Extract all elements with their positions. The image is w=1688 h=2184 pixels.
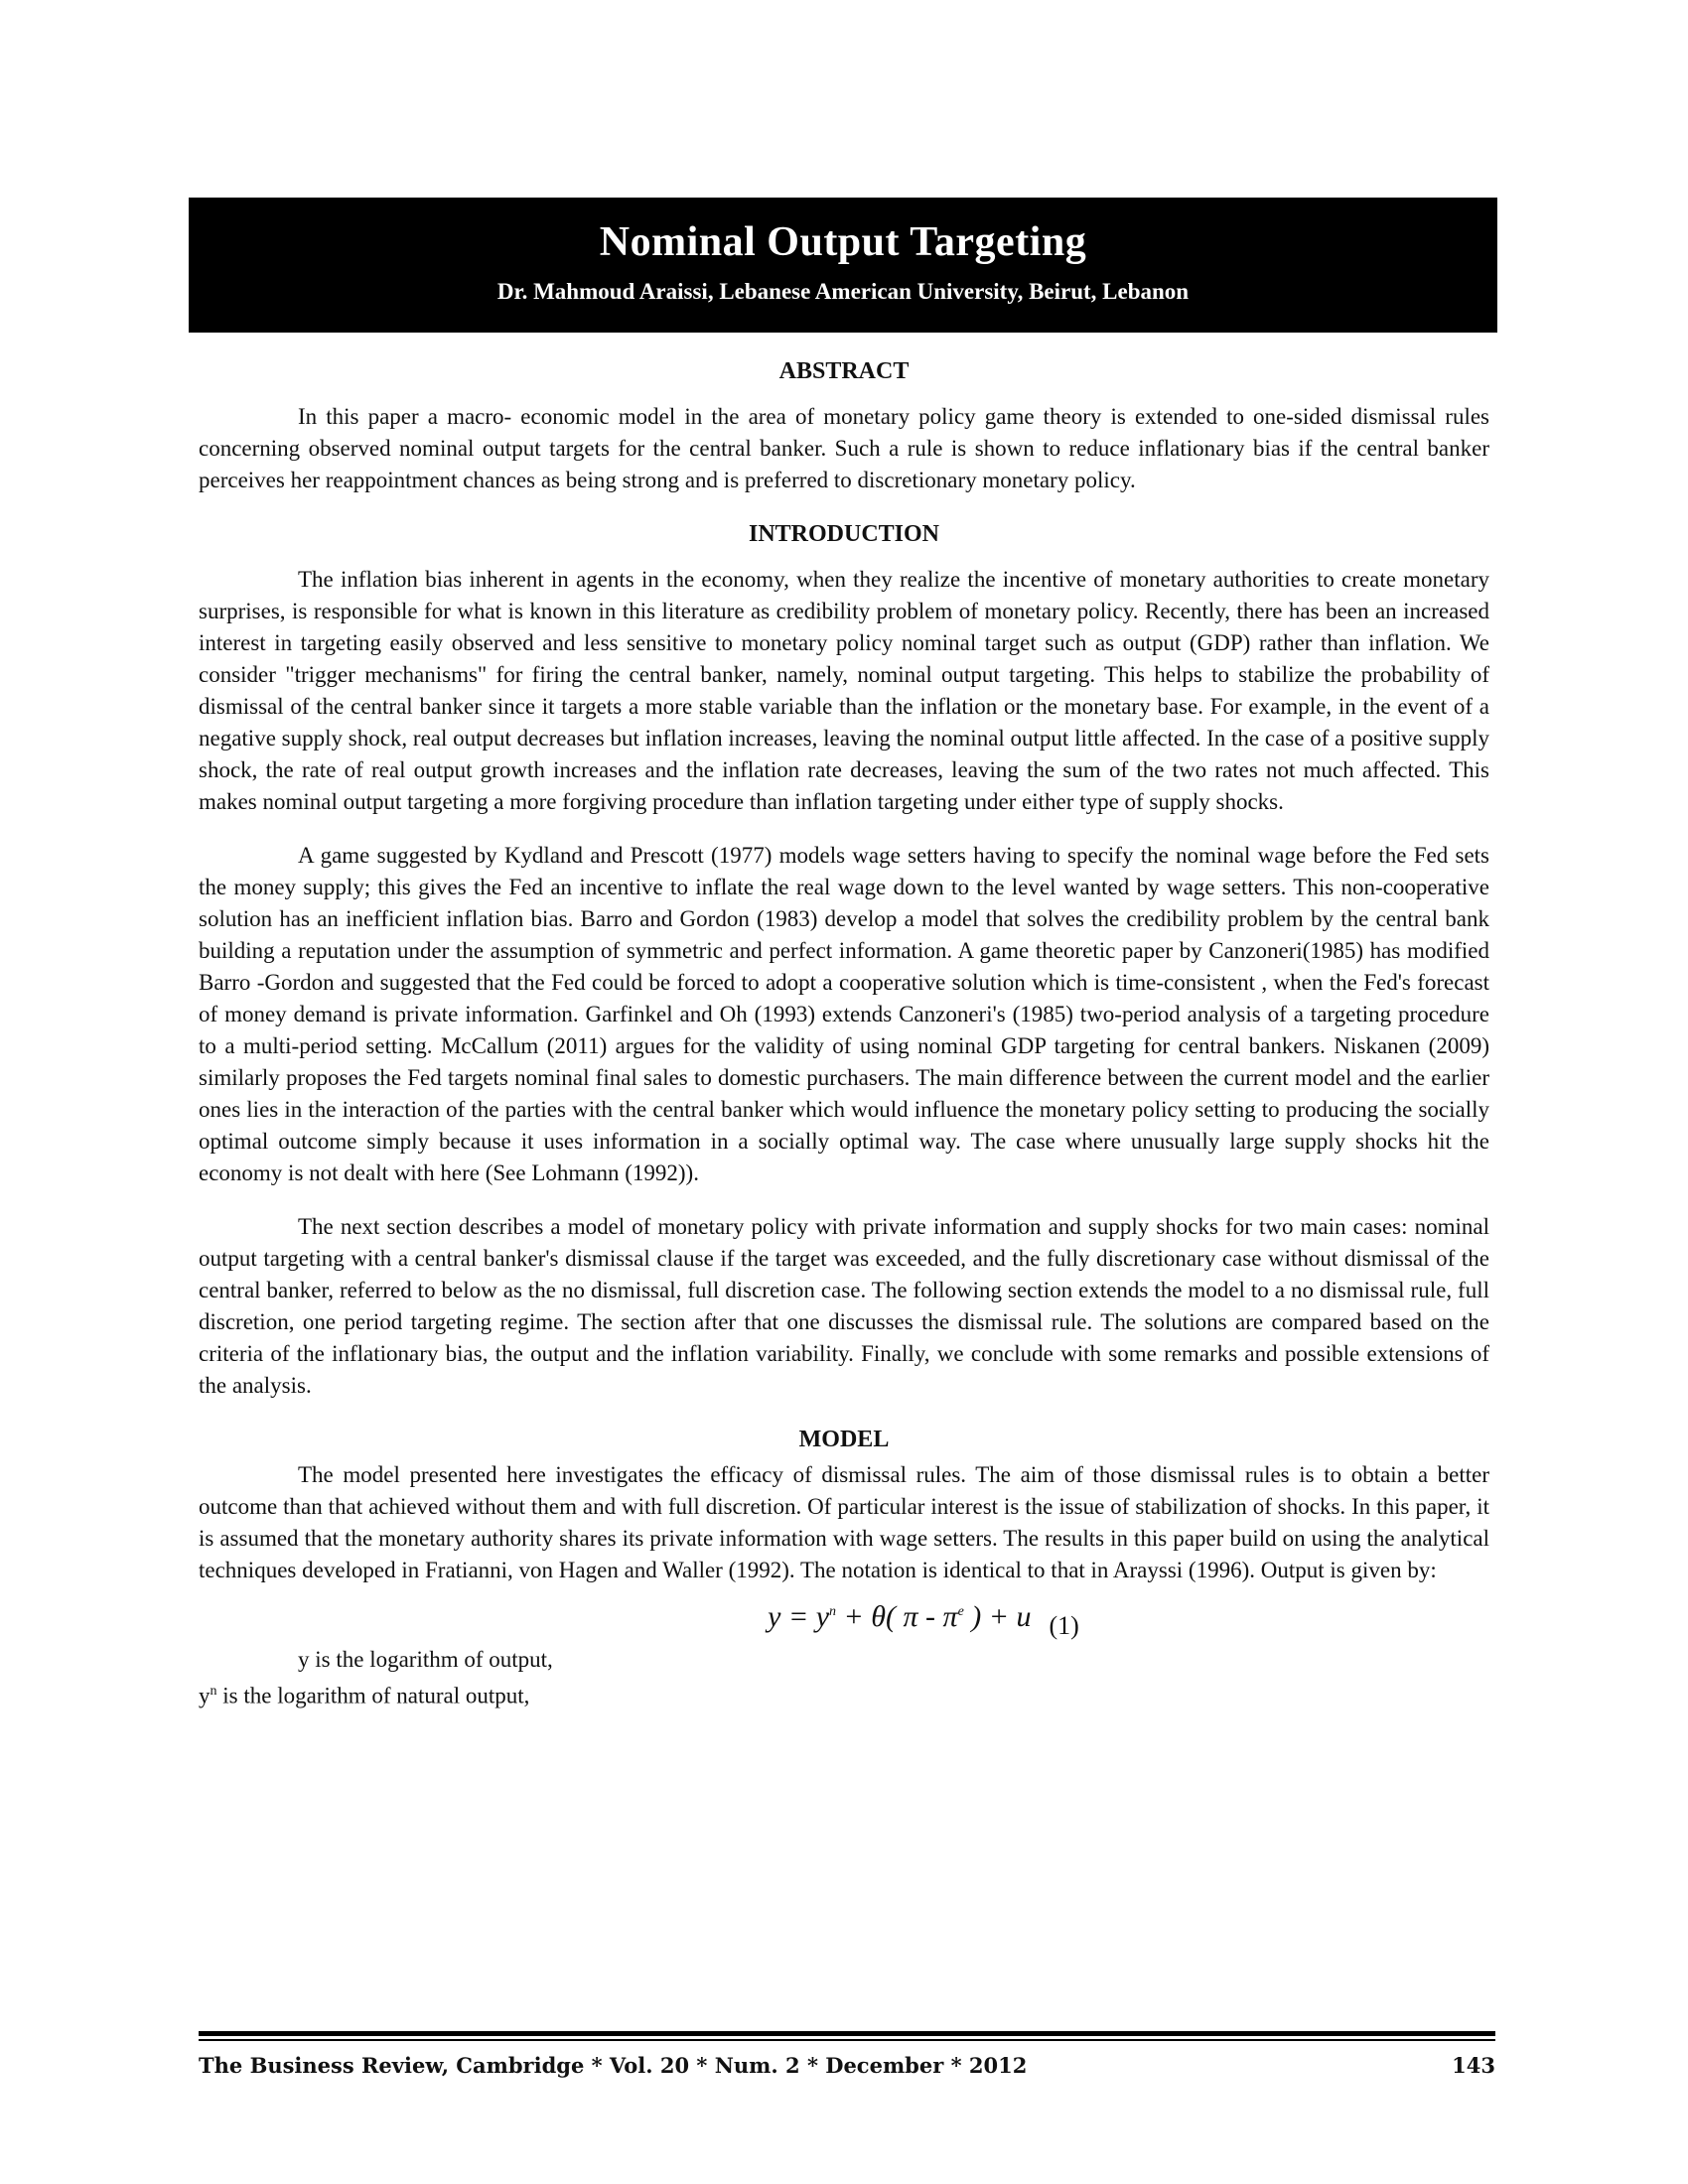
intro-paragraph-3: The next section describes a model of monetary policy with private information and supply shocks for two main cases: nominal output targeting with a central banker's dismissal clause if the target was exceeded, and the fully discretionary case without dismissal of the central banker, referred to below as the no dismissal, full discretion case. The following section extends the model to a no dismissal rule, full discretion, one period targeting regime. The section after that one discusses the dismissal rule. The solutions are compared based on the criteria of the inflationary bias, the output and the inflation variability. Finally, we conclude with some remarks and possible extensions of the analysis. bbox=[199, 1214, 1489, 1398]
paper-title: Nominal Output Targeting bbox=[599, 219, 1087, 265]
equation-rhs: ) + u bbox=[963, 1600, 1032, 1633]
definition-yn-base: y bbox=[199, 1683, 211, 1708]
footer-divider bbox=[199, 2031, 1495, 2041]
page-footer bbox=[199, 2051, 1495, 2081]
variable-definitions bbox=[199, 1644, 1489, 1712]
intro-paragraph-1: The inflation bias inherent in agents in the economy, when they realize the incentive of monetary authorities to create monetary surprises, is responsible for what is known in this literature as credibility problem of monetary policy. Recently, there has been an increased interest in targeting easily observed and less sensitive to monetary policy nominal target such as output (GDP) rather than inflation. We consider "trigger mechanisms" for firing the central banker, namely, nominal output targeting. This helps to stabilize the probability of dismissal of the central banker since it targets a more stable variable than the inflation or the monetary base. For example, in the event of a negative supply shock, real output decreases but inflation increases, leaving the nominal output little affected. In the case of a positive supply shock, the rate of real output growth increases and the inflation rate decreases, leaving the sum of the two rates not much affected. This makes nominal output targeting a more forgiving procedure than inflation targeting under either type of supply shocks. bbox=[199, 567, 1489, 814]
title-banner bbox=[189, 198, 1497, 333]
definition-yn bbox=[199, 1676, 1489, 1712]
intro-paragraph-2: A game suggested by Kydland and Prescott (1977) models wage setters having to specify the nominal wage before the Fed sets the money supply; this gives the Fed an incentive to inflate the real wage down to the level wanted by wage setters. This non-cooperative solution has an inefficient inflation bias. Barro and Gordon (1983) develop a model that solves the credibility problem by the central bank building a reputation under the assumption of symmetric and perfect information. A game theoretic paper by Canzoneri(1985) has modified Barro -Gordon and suggested that the Fed could be forced to adopt a cooperative solution which is time-consistent , when the Fed's forecast of money demand is private information. Garfinkel and Oh (1993) extends Canzoneri's (1985) two-period analysis of a targeting procedure to a multi-period setting. McCallum (2011) argues for the validity of using nominal GDP targeting for central bankers. Niskanen (2009) similarly proposes the Fed targets nominal final sales to domestic purchasers. The main difference between the current model and the earlier ones lies in the interaction of the parties with the central banker which would influence the monetary policy setting to producing the socially optimal outcome simply because it uses information in a socially optimal way. The case where unusually large supply shocks hit the economy is not dealt with here (See Lohmann (1992)). bbox=[199, 843, 1489, 1185]
equation-mid: + θ( π - π bbox=[836, 1600, 958, 1633]
definition-yn-sup: n bbox=[210, 1684, 217, 1699]
equation-1 bbox=[199, 1592, 1489, 1638]
abstract-heading: ABSTRACT bbox=[778, 358, 910, 384]
paper-body bbox=[199, 355, 1489, 1712]
definition-y: y is the logarithm of output, bbox=[298, 1647, 553, 1672]
model-heading: MODEL bbox=[798, 1427, 890, 1452]
journal-citation: The Business Review, Cambridge * Vol. 20 * Num. 2 * December * 2012 bbox=[199, 2053, 1028, 2078]
equation-number: (1) bbox=[1049, 1611, 1079, 1640]
introduction-heading: INTRODUCTION bbox=[748, 521, 940, 547]
model-paragraph: The model presented here investigates the efficacy of dismissal rules. The aim of those dismissal rules is to obtain a better outcome than that achieved without them and with full discretion. Of particular interest is the issue of stabilization of shocks. In this paper, it is assumed that the monetary authority shares its private information with wage setters. The results in this paper build on using the analytical techniques developed in Fratianni, von Hagen and Waller (1992). The notation is identical to that in Arayssi (1996). Output is given by: bbox=[199, 1462, 1489, 1582]
equation-lhs: y = y bbox=[768, 1600, 830, 1633]
page-number: 143 bbox=[1452, 2053, 1495, 2078]
equation-sup-e: e bbox=[957, 1604, 964, 1619]
abstract-text: In this paper a macro- economic model in the area of monetary policy game theory is extended to one-sided dismissal rules concerning observed nominal output targets for the central banker. Such a rule is shown to reduce inflationary bias if the central banker perceives her reappointment chances as being strong and is preferred to discretionary monetary policy. bbox=[199, 404, 1489, 492]
equation-sup-n: n bbox=[829, 1604, 837, 1619]
definition-yn-rest: is the logarithm of natural output, bbox=[216, 1683, 530, 1708]
author-line: Dr. Mahmoud Araissi, Lebanese American University, Beirut, Lebanon bbox=[496, 279, 1190, 304]
